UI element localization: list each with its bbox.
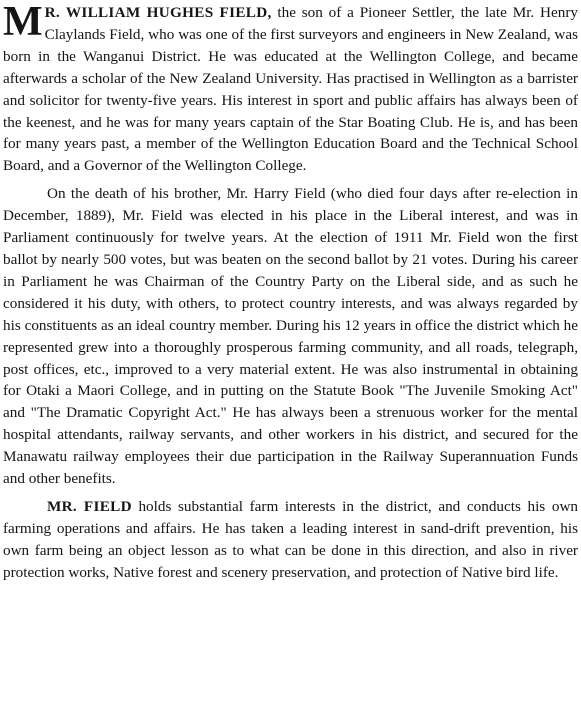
biography-paragraph-1 <box>3 2 578 177</box>
paragraph-3-text: holds substantial farm interests in the district, and conducts his own farming operations and affairs. He has taken a leading interest in sand-drift prevention, his own farm being an object lesson as to what can be done in this direction, and also in river protection works, Native forest and scenery preservation, and protection of Native bird life. <box>3 497 578 581</box>
biography-paragraph-2 <box>3 183 578 490</box>
paragraph-2-text: On the death of his brother, Mr. Harry Field (who died four days after re-election in December, 1889), Mr. Field was elected in his place in the Liberal interest, and was in Parliament continuously for twelve years. At the election of 1911 Mr. Field won the first ballot by nearly 500 votes, but was beaten on the second ballot by 21 votes. During his career in Parliament he was Chairman of the Country Party on the Liberal side, and as such he considered it his duty, with others, to protect country interests, and was always regarded by his constituents as an ideal country member. During his 12 years in office the district which he represented grew into a thoroughly prosperous farming community, and all roads, telegraph, post offices, etc., improved to a very material extent. He was also instrumental in obtaining for Otaki a Maori College, and in putting on the Statute Book "The Juvenile Smoking Act" and "The Dramatic Copyright Act." He has always been a strenuous worker for the mental hospital attendants, railway servants, and other workers in his district, and secured for the Manawatu railway employees their due participation in the Railway Superannuation Funds and other benefits. <box>3 185 578 488</box>
biography-paragraph-3 <box>3 496 578 584</box>
paragraph-3-name: MR. FIELD <box>47 497 132 515</box>
paragraph-1-text: the son of a Pioneer Settler, the late Mr. Henry Claylands Field, who was one of the first surveyors and engineers in New Zealand, was born in the Wanganui District. He was educated at the Wellington College, and became afterwards a scholar of the New Zealand University. Has practised in Wellington as a barrister and solicitor for twenty-five years. His interest in sport and public affairs has always been of the keenest, and he was for many years captain of the Star Boating Club. He is, and has been for many years past, a member of the Wellington Education Board and the Technical School Board, and a Governor of the Wellington College. <box>3 4 578 175</box>
drop-cap-initial: M <box>3 0 43 45</box>
subject-name: R. WILLIAM HUGHES FIELD, <box>44 4 272 21</box>
